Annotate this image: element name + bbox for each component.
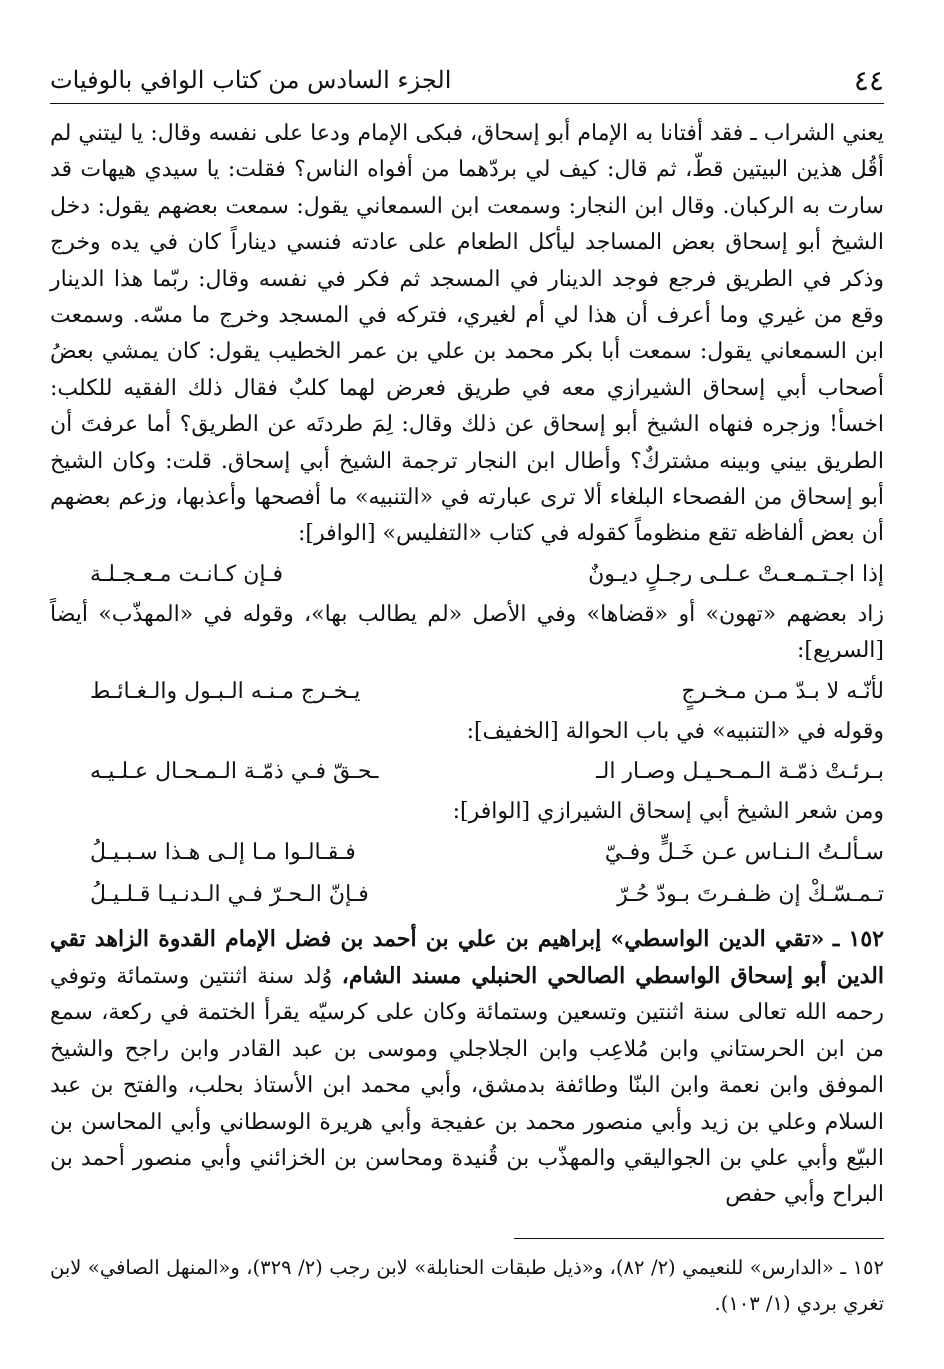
main-text — [50, 116, 884, 1214]
running-title: الجزء السادس من كتاب الوافي بالوفيات — [50, 66, 452, 94]
verse-4-second-hemistich: فـقـالـوا مـا إلـى هـذا سـبـيـلُ — [90, 839, 356, 865]
paragraph-3-text: وقوله في «التنبيه» في باب الحوالة — [565, 718, 884, 744]
footnote-rule — [514, 1238, 884, 1239]
verse-2-second-hemistich: يـخـرج مـنـه الـبـول والـغـائـط — [90, 678, 361, 704]
verse-1 — [50, 555, 884, 595]
verse-3-second-hemistich: ـحـقّ فـي ذمّـة الـمـحـال عـلـيـه — [90, 759, 379, 785]
verse-5 — [50, 875, 884, 915]
paragraph-2-text: زاد بعضهم «تهون» أو «قضاها» وفي الأصل «لم يطالب بها»، وقوله في «المهذّب» أيضاً — [50, 601, 884, 627]
paragraph-4 — [50, 794, 884, 830]
page-header — [50, 60, 884, 100]
entry-text: وُلد سنة اثنتين وستمائة وتوفي رحمه الله تعالى سنة اثنتين وتسعين وستمائة وكان على كرسيّه يقرأ الختمة في ركعة، سمع من ابن الحرستاني وابن مُلاعِب وابن الجلاجلي وموسى بن عبد القادر وابن راجح والشيخ الموفق وابن نعمة وابن البنّا وطائفة بدمشق، وأبي محمد ابن الأستاذ بحلب، والفتح بن عبد السلام وعلي بن زيد وأبي منصور محمد بن عفيجة وأبي هريرة الوسطاني وأبي المحاسن بن البيّع وأبي علي بن الجواليقي والمهذّب بن قُنيدة ومحاسن بن الخزائني وأبي منصور أحمد بن البراح وأبي حفص — [50, 963, 884, 1208]
header-rule — [50, 103, 884, 104]
verse-4 — [50, 833, 884, 873]
verse-5-second-hemistich: فـإنّ الـحـرّ فـي الـدنـيـا قـلـيـلُ — [90, 881, 369, 907]
paragraph-3 — [50, 714, 884, 750]
meter-label: [السريع]: — [797, 638, 884, 664]
entry-heading: «تقي الدين الواسطي» إبراهيم بن علي بن أحمد بن فضل الإمام القدوة الزاهد تقي الدين أبو إسحاق الواسطي الصالحي الحنبلي مسند الشام، — [50, 925, 884, 989]
entry-number: ١٥٢ ـ — [832, 925, 884, 952]
verse-2-first-hemistich: لأنّـه لا بـدّ مـن مـخـرجٍ — [681, 678, 884, 704]
verse-1-second-hemistich: فـإن كـانـت مـعـجـلـة — [90, 561, 284, 587]
paragraph-4-text: ومن شعر الشيخ أبي إسحاق الشيرازي — [537, 799, 884, 825]
paragraph-1-text: يعني الشراب ـ فقد أفتانا به الإمام أبو إسحاق، فبكى الإمام ودعا على نفسه وقال: يا ليتني لم أقُل هذين البيتين قطّ، ثم قال: كيف لي بردّهما من أفواه الناس؟ فقلت: يا سيدي هيهات قد سارت به الركبان. وقال ابن النجار: وسمعت ابن السمعاني يقول: سمعت بعضهم يقول: دخل الشيخ أبو إسحاق بعض المساجد ليأكل الطعام على عادته فنسي ديناراً كان في يده وخرج وذكر في الطريق فرجع فوجد الدينار في المسجد ثم فكر في نفسه وقال: ربّما هذا الدينار وقع من غيري وما أعرف أن هذا لي أم لغيري، فتركه في المسجد وخرج ما مسّه. وسمعت ابن السمعاني يقول: سمعت أبا بكر محمد بن علي بن عمر الخطيب يقول: كان يمشي بعضُ أصحاب أبي إسحاق الشيرازي معه في طريق فعرض لهما كلبٌ فقال ذلك الفقيه للكلب: اخسأ! وزجره فنهاه الشيخ أبو إسحاق عن ذلك وقال: لِمَ طردتَه عن الطريق؟ أما عرفتَ أن الطريق بيني وبينه مشتركٌ؟ وأطال ابن النجار ترجمة الشيخ أبي إسحاق. قلت: وكان الشيخ أبو إسحاق من الفصحاء البلغاء ألا ترى عبارته في «التنبيه» ما أفصحها وأعذبها، وزعم بعضهم أن بعض ألفاظه تقع منظوماً كقوله في كتاب «التفليس» — [50, 121, 884, 547]
meter-label: [الوافر]: — [298, 521, 376, 547]
paragraph-2 — [50, 597, 884, 670]
verse-5-first-hemistich: تـمـسّـكْ إن ظـفـرتَ بـودّ حُـرّ — [617, 881, 884, 907]
paragraph-1 — [50, 116, 884, 553]
verse-1-first-hemistich: إذا اجـتـمـعـتْ عـلـى رجـلٍ ديـونٌ — [588, 561, 884, 587]
page-number: ٤٤ — [853, 64, 884, 97]
verse-3-first-hemistich: بـرئـتْ ذمّـة الـمـحـيـل وصـار الـ — [596, 759, 884, 785]
footnote: ١٥٢ ـ «الدارس» للنعيمي (٢/ ٨٢)، و«ذيل طبقات الحنابلة» لابن رجب (٢/ ٣٢٩)، و«المنهل الصافي» لابن تغري بردي (١/ ١٠٣). — [50, 1256, 884, 1315]
verse-4-first-hemistich: سـألـتُ الـنـاس عـن خَـلٍّ وفـيّ — [604, 839, 884, 865]
verse-3 — [50, 752, 884, 792]
verse-2 — [50, 672, 884, 712]
biography-entry — [50, 921, 884, 1214]
meter-label: [الخفيف]: — [466, 718, 559, 744]
meter-label: [الوافر]: — [452, 799, 531, 825]
